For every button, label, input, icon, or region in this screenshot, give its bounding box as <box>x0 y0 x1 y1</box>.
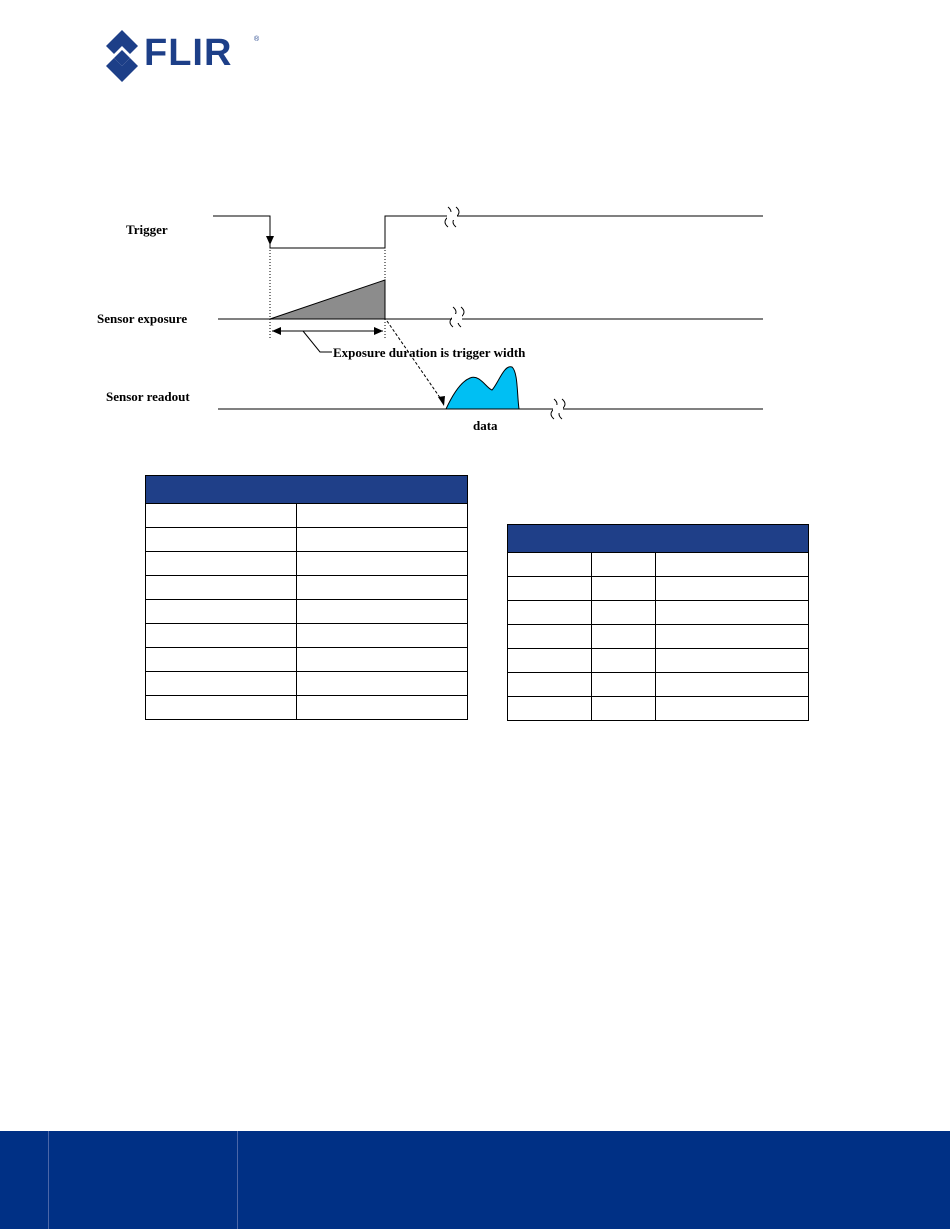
readout-data-blob <box>446 367 519 409</box>
table-row <box>508 625 809 649</box>
right-table-header <box>508 525 809 553</box>
annotation-leader <box>303 331 332 352</box>
table-row <box>146 576 468 600</box>
footer-band <box>0 1131 950 1229</box>
table-row <box>146 624 468 648</box>
data-label: data <box>473 418 498 433</box>
sensor-exposure-label: Sensor exposure <box>97 311 188 326</box>
trigger-falling-arrow <box>266 236 274 245</box>
left-table-header-cell <box>146 476 468 504</box>
table-row <box>146 696 468 720</box>
table-row <box>146 648 468 672</box>
left-table-header <box>146 476 468 504</box>
table-row <box>146 600 468 624</box>
table-row <box>146 552 468 576</box>
table-row <box>508 553 809 577</box>
footer-divider-right <box>237 1131 238 1229</box>
exposure-annotation: Exposure duration is trigger width <box>333 345 526 360</box>
table-row <box>508 577 809 601</box>
right-table <box>507 524 809 721</box>
table-row <box>146 672 468 696</box>
footer-divider-left <box>48 1131 49 1229</box>
trigger-label: Trigger <box>126 222 168 237</box>
left-table <box>145 475 468 720</box>
table-row <box>146 504 468 528</box>
table-row <box>146 528 468 552</box>
sensor-readout-label: Sensor readout <box>106 389 190 404</box>
table-row <box>508 601 809 625</box>
table-row <box>508 673 809 697</box>
table-row <box>508 649 809 673</box>
right-table-header-cell <box>508 525 809 553</box>
registered-mark: ® <box>254 36 260 43</box>
readout-arrow <box>387 321 443 402</box>
flir-wordmark: FLIR <box>144 32 233 74</box>
table-row <box>508 697 809 721</box>
trigger-waveform <box>213 216 763 248</box>
exposure-ramp <box>270 280 385 319</box>
